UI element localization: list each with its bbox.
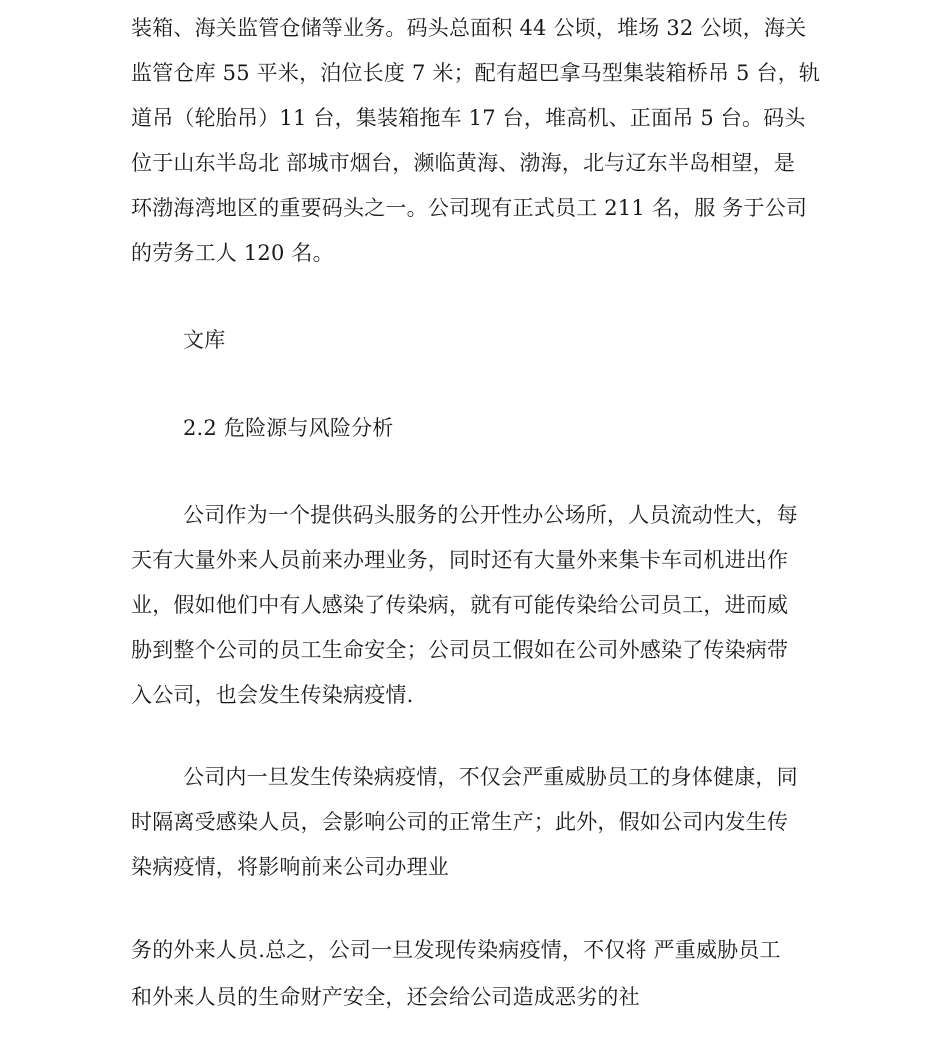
paragraph-line: 胁到整个公司的员工生命安全；公司员工假如在公司外感染了传染病带 [131,638,789,662]
paragraph-line: 装箱、海关监管仓储等业务。码头总面积 44 公顷，堆场 32 公顷，海关 [131,16,807,40]
paragraph-line: 公司内一旦发生传染病疫情，不仅会严重威胁员工的身体健康，同 [183,765,798,789]
paragraph-line: 入公司，也会发生传染病疫情. [131,683,414,707]
paragraph-line: 环渤海湾地区的重要码头之一。公司现有正式员工 211 名，服 务于公司 [131,196,808,220]
paragraph-line: 道吊（轮胎吊）11 台，集装箱拖车 17 台，堆高机、正面吊 5 台。码头 [131,106,806,130]
paragraph-line: 时隔离受感染人员，会影响公司的正常生产；此外，假如公司内发生传 [131,810,789,834]
paragraph-line: 位于山东半岛北 部城市烟台，濒临黄海、渤海，北与辽东半岛相望，是 [131,151,796,175]
paragraph-line: 务的外来人员.总之，公司一旦发现传染病疫情，不仅将 严重威胁员工 [131,938,781,962]
paragraph-line: 和外来人员的生命财产安全，还会给公司造成恶劣的社 [131,985,640,1009]
section-heading: 2.2 危险源与风险分析 [183,416,394,440]
paragraph-line: 公司作为一个提供码头服务的公开性办公场所，人员流动性大，每 [183,503,798,527]
paragraph-line: 的劳务工人 120 名。 [131,241,334,265]
paragraph-line: 染病疫情，将影响前来公司办理业 [131,855,449,879]
paragraph-line: 天有大量外来人员前来办理业务，同时还有大量外来集卡车司机进出作 [131,548,789,572]
paragraph-line: 业，假如他们中有人感染了传染病，就有可能传染给公司员工，进而威 [131,593,789,617]
wenku-label: 文库 [183,328,226,352]
paragraph-line: 监管仓库 55 平米，泊位长度 7 米；配有超巴拿马型集装箱桥吊 5 台，轨 [131,61,821,85]
